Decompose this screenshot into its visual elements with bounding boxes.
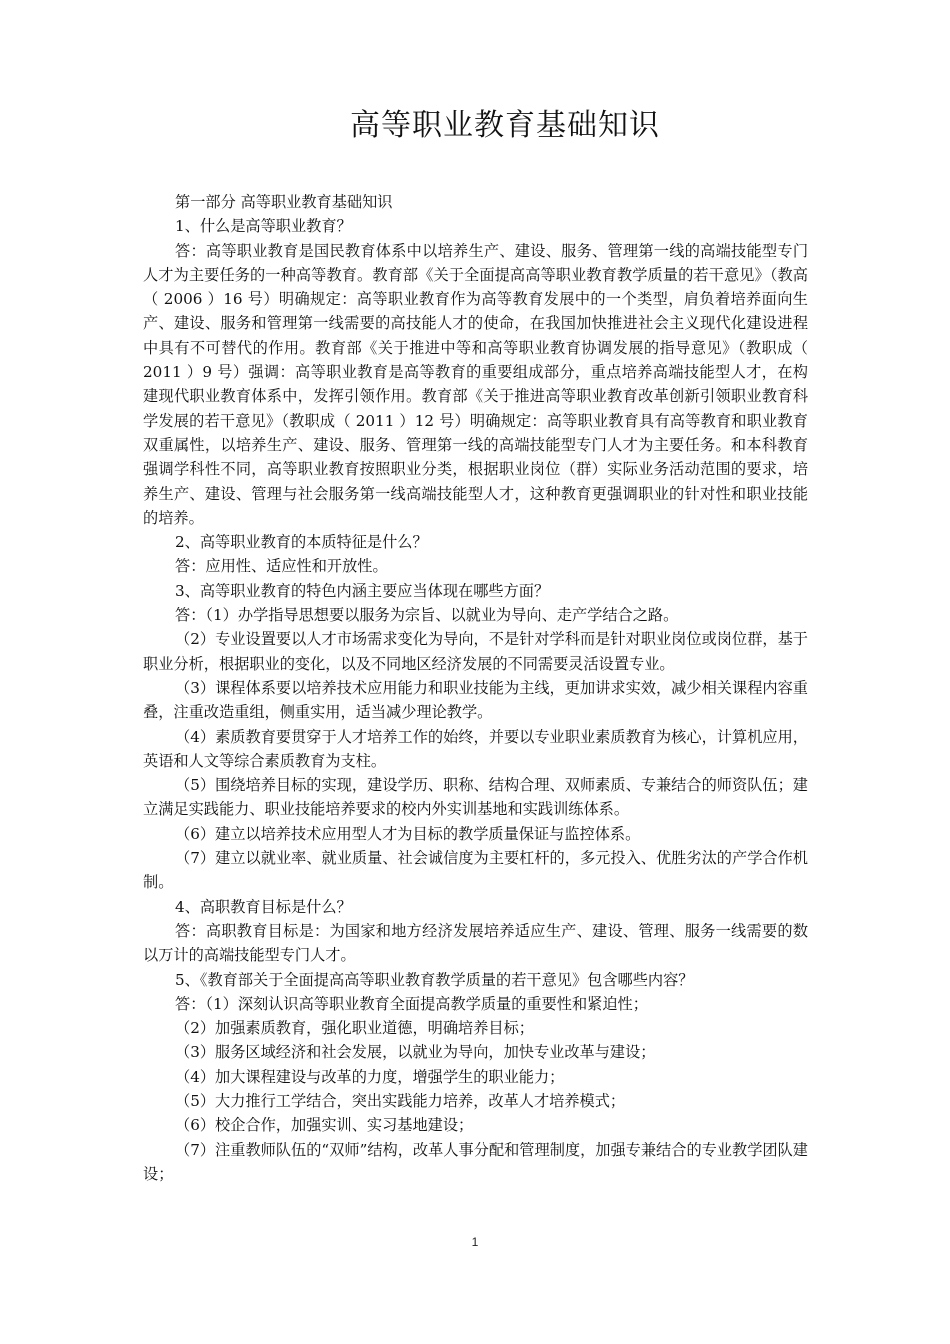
answer-5-item-7: （7）注重教师队伍的“双师”结构，改革人事分配和管理制度，加强专兼结合的专业教学团队建设； bbox=[143, 1140, 808, 1183]
answer-3-item-1: 答：（1）办学指导思想要以服务为宗旨、以就业为导向、走产学结合之路。 bbox=[175, 606, 679, 625]
answer-3-item-6: （6）建立以培养技术应用型人才为目标的教学质量保证与监控体系。 bbox=[175, 824, 641, 843]
page-number: 1 bbox=[471, 1235, 479, 1249]
answer-4: 答：高职教育目标是：为国家和地方经济发展培养适应生产、建设、管理、服务一线需要的数以万计的高端技能型专门人才。 bbox=[143, 921, 808, 965]
question-2: 2、高等职业教育的本质特征是什么？ bbox=[175, 533, 428, 552]
document-title: 高等职业教育基础知识 bbox=[350, 108, 660, 143]
answer-1: 答：高等职业教育是国民教育体系中以培养生产、建设、服务、管理第一线的高端技能型专门人才为主要任务的一种高等教育。教育部《关于全面提高高等职业教育教学质量的若干意见》（教高（ 2006 ）16 号）明确规定：高等职业教育作为高等教育发展中的一个类型，肩负着培养面向生产、建设、服务和管理第一线需要的高技能人才的使命，在我国加快推进社会主义现代化建设进程中具有不可替代的作用。教育部《关于推进中等和高等职业教育协调发展的指导意见》（教职成（ 2011 ）9 号）强调：高等职业教育是高等教育的重要组成部分，重点培养高端技能型人才，在构建现代职业教育体系中，发挥引领作用。教育部《关于推进高等职业教育改革创新引领职业教育科学发展的若干意见》（教职成（ 2011 ）12 号）明确规定：高等职业教育具有高等教育和职业教育双重属性，以培养生产、建设、服务、管理第一线的高端技能型专门人才为主要任务。和本科教育强调学科性不同，高等职业教育按照职业分类，根据职业岗位（群）实际业务活动范围的要求，培养生产、建设、管理与社会服务第一线高端技能型人才，这种教育更强调职业的针对性和职业技能的培养。 bbox=[143, 241, 808, 527]
answer-3-item-4: （4）素质教育要贯穿于人才培养工作的始终，并要以专业职业素质教育为核心，计算机应用，英语和人文等综合素质教育为支柱。 bbox=[143, 727, 808, 770]
answer-3-item-7: （7）建立以就业率、就业质量、社会诚信度为主要杠杆的，多元投入、优胜劣汰的产学合作机制。 bbox=[143, 849, 808, 892]
answer-3-item-5: （5）围绕培养目标的实现，建设学历、职称、结构合理、双师素质、专兼结合的师资队伍；建立满足实践能力、职业技能培养要求的校内外实训基地和实践训练体系。 bbox=[143, 776, 808, 819]
answer-5-item-4: （4）加大课程建设与改革的力度，增强学生的职业能力； bbox=[175, 1067, 565, 1086]
answer-5-item-1: 答：（1）深刻认识高等职业教育全面提高教学质量的重要性和紧迫性； bbox=[175, 994, 648, 1013]
answer-3-item-2: （2）专业设置要以人才市场需求变化为导向，不是针对学科而是针对职业岗位或岗位群，基于职业分析，根据职业的变化，以及不同地区经济发展的不同需要灵活设置专业。 bbox=[143, 630, 808, 673]
answer-5-item-2: （2）加强素质教育，强化职业道德，明确培养目标； bbox=[175, 1019, 534, 1038]
question-5: 5、《教育部关于全面提高高等职业教育教学质量的若干意见》包含哪些内容？ bbox=[175, 970, 694, 989]
answer-5-item-3: （3）服务区域经济和社会发展，以就业为导向，加快专业改革与建设； bbox=[175, 1043, 656, 1062]
document-body bbox=[143, 190, 808, 1186]
question-4: 4、高职教育目标是什么？ bbox=[175, 897, 352, 916]
question-3: 3、高等职业教育的特色内涵主要应当体现在哪些方面？ bbox=[175, 581, 550, 600]
answer-5-item-5: （5）大力推行工学结合，突出实践能力培养，改革人才培养模式； bbox=[175, 1091, 626, 1110]
answer-5-item-6: （6）校企合作，加强实训、实习基地建设； bbox=[175, 1116, 474, 1135]
answer-3-item-3: （3）课程体系要以培养技术应用能力和职业技能为主线，更加讲求实效，减少相关课程内容重叠，注重改造重组，侧重实用，适当减少理论教学。 bbox=[143, 678, 808, 722]
question-1: 1、什么是高等职业教育？ bbox=[175, 217, 352, 236]
answer-2: 答：应用性、适应性和开放性。 bbox=[175, 557, 388, 576]
section-heading: 第一部分 高等职业教育基础知识 bbox=[175, 193, 393, 211]
